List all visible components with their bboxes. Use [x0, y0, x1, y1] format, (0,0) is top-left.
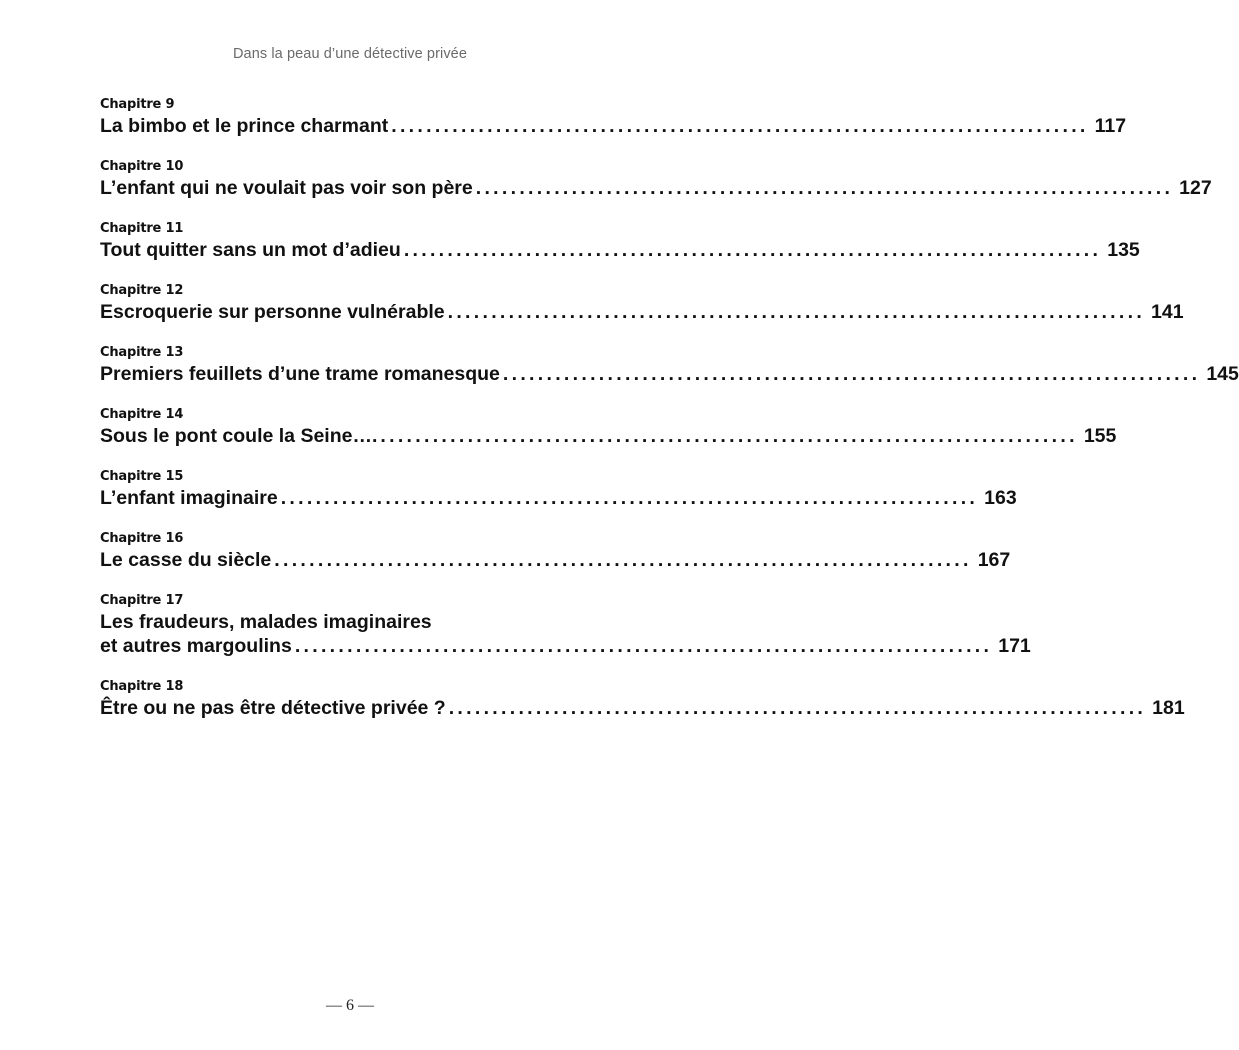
toc-line[interactable] — [100, 114, 1127, 138]
dot-leader: ................................................................................ — [280, 487, 979, 509]
page-number: 167 — [977, 549, 1011, 571]
toc-line[interactable] — [100, 362, 1239, 386]
toc-line[interactable] — [100, 610, 592, 634]
dot-leader: ................................................................................ — [403, 239, 1102, 261]
toc-entry — [100, 344, 1239, 386]
toc-line[interactable] — [100, 548, 1011, 572]
toc-line[interactable] — [100, 696, 1185, 720]
page-number: 163 — [984, 487, 1017, 509]
toc-entry — [100, 158, 1212, 200]
page-number: 171 — [998, 635, 1031, 657]
chapter-title: Premiers feuillets d’une trame romanesque — [100, 363, 500, 385]
chapter-title: L’enfant qui ne voulait pas voir son père — [100, 177, 473, 199]
dot-leader: ................................................................................ — [294, 635, 993, 657]
toc-entry — [100, 96, 1127, 138]
dot-leader: ................................................................................ — [475, 177, 1174, 199]
toc-line[interactable] — [100, 424, 1117, 448]
toc-line[interactable] — [100, 486, 1017, 510]
chapter-title: Le casse du siècle — [100, 549, 272, 571]
chapter-title: La bimbo et le prince charmant — [100, 115, 389, 137]
toc-line[interactable] — [100, 300, 1184, 324]
page-number-footer: — 6 — — [326, 997, 374, 1014]
toc-entry — [100, 220, 1140, 262]
dot-leader: ................................................................................ — [274, 549, 972, 571]
chapter-title: Être ou ne pas être détective privée ? — [100, 697, 446, 719]
chapter-label: Chapitre 9 — [100, 97, 175, 112]
page-number: 135 — [1107, 239, 1140, 261]
page-number: 117 — [1094, 115, 1127, 137]
toc-entry — [100, 592, 1031, 658]
chapter-label: Chapitre 10 — [100, 159, 184, 174]
toc-line[interactable] — [100, 634, 1031, 658]
toc-entry — [100, 282, 1184, 324]
toc-entry — [100, 678, 1185, 720]
toc-line[interactable] — [100, 176, 1212, 200]
page-number: 155 — [1083, 425, 1117, 447]
chapter-label: Chapitre 11 — [100, 221, 184, 236]
toc-entry — [100, 406, 1117, 448]
chapter-title: Les fraudeurs, malades imaginaires — [100, 611, 432, 633]
chapter-title: Sous le pont coule la Seine…. — [100, 425, 378, 447]
chapter-label: Chapitre 16 — [100, 531, 184, 546]
chapter-title: Escroquerie sur personne vulnérable — [100, 301, 445, 323]
chapter-title: Tout quitter sans un mot d’adieu — [100, 239, 401, 261]
running-header: Dans la peau d’une détective privée — [232, 46, 468, 62]
dot-leader: ................................................................................ — [391, 115, 1089, 137]
chapter-label: Chapitre 18 — [100, 679, 184, 694]
chapter-title-continued: et autres margoulins — [100, 635, 292, 657]
page-number: 181 — [1152, 697, 1185, 719]
chapter-label: Chapitre 15 — [100, 469, 184, 484]
dot-leader: ................................................................................ — [447, 301, 1146, 323]
toc-entry — [100, 530, 1011, 572]
page-number: 141 — [1151, 301, 1184, 323]
dot-leader: ................................................................................ — [448, 697, 1147, 719]
table-of-contents — [100, 96, 1239, 740]
toc-line[interactable] — [100, 238, 1140, 262]
page-number: 127 — [1179, 177, 1212, 199]
chapter-label: Chapitre 12 — [100, 283, 184, 298]
page-number: 145 — [1206, 363, 1239, 385]
dot-leader: ................................................................................ — [380, 425, 1078, 447]
chapter-label: Chapitre 13 — [100, 345, 184, 360]
dot-leader: ................................................................................ — [502, 363, 1201, 385]
chapter-label: Chapitre 14 — [100, 407, 184, 422]
chapter-label: Chapitre 17 — [100, 593, 184, 608]
chapter-title: L’enfant imaginaire — [100, 487, 278, 509]
toc-entry — [100, 468, 1017, 510]
